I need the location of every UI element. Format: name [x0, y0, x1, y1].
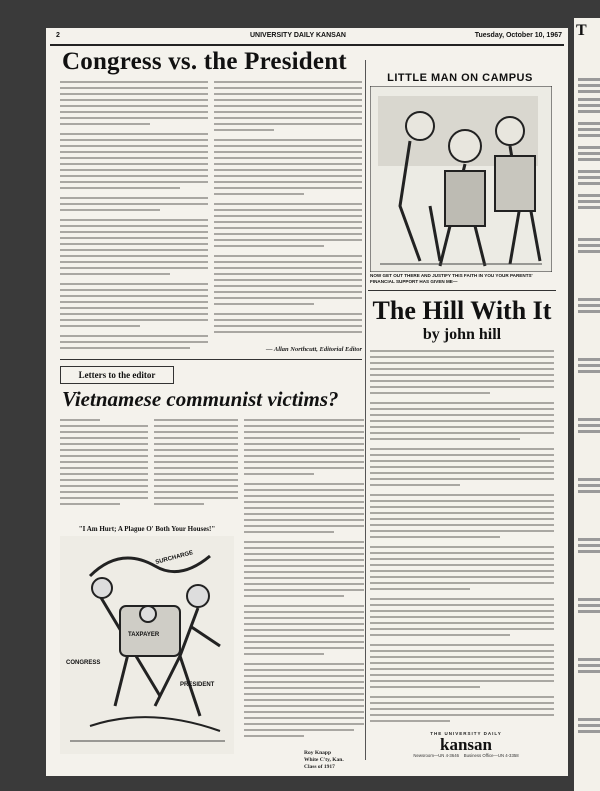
letter-text-col2	[154, 419, 238, 515]
section-divider	[60, 359, 362, 360]
editorial-byline: — Allan Northcutt, Editorial Editor	[265, 346, 362, 353]
cartoon-label-congress: CONGRESS	[66, 660, 101, 666]
cartoon-label-president: PRESIDENT	[180, 682, 215, 688]
comic-divider	[368, 290, 556, 291]
adjacent-page	[574, 18, 600, 791]
column-byline: by john hill	[422, 326, 502, 343]
signature-class: Class of 1917	[304, 764, 335, 770]
comic-title: LITTLE MAN ON CAMPUS	[387, 72, 533, 84]
column-text	[370, 350, 554, 726]
editorial-headline: Congress vs. the President	[62, 48, 347, 75]
letters-headline: Vietnamese communist victims?	[62, 387, 339, 411]
page-number: 2	[56, 32, 60, 39]
adjacent-page-headline: T	[576, 22, 587, 39]
newspaper-page	[46, 28, 568, 776]
masthead-label: THE UNIVERSITY DAILY	[430, 731, 502, 736]
newsroom-phone: Newsroom—UN 4-3646	[413, 753, 459, 758]
cartoon-label-taxpayer: TAXPAYER	[128, 632, 160, 638]
editorial-cartoon	[60, 536, 234, 754]
letter-signature	[304, 750, 364, 771]
comic-caption: NOW GET OUT THERE AND JUSTIFY THIS FAITH IN YOU YOUR PARENTS' FINANCIAL SUPPORT HAS GIVEN ME—	[370, 273, 533, 284]
business-phone: Business Office—UN 4-3358	[463, 753, 519, 758]
paper-name: UNIVERSITY DAILY KANSAN	[250, 32, 346, 39]
editorial-text-left	[60, 81, 208, 351]
editorial-text-right	[214, 81, 362, 343]
signature-name: Roy Knapp	[304, 750, 332, 756]
comic-panel	[370, 86, 552, 272]
issue-date: Tuesday, October 10, 1967	[474, 32, 562, 39]
cartoon-caption: "I Am Hurt; A Plague O' Both Your Houses!"	[78, 525, 216, 533]
cartoon-label-surcharge: SURCHARGE	[154, 550, 194, 566]
letter-text-col1	[60, 419, 148, 515]
kansan-masthead	[381, 731, 551, 775]
letter-text-col4	[304, 656, 364, 746]
signature-school: White C'ty, Kan.	[304, 757, 344, 763]
page-header	[50, 32, 564, 46]
column-divider	[365, 60, 366, 760]
masthead-fineprint	[381, 773, 551, 775]
letters-section-label: Letters to the editor	[60, 366, 174, 384]
masthead-name: kansan	[440, 735, 492, 754]
column-headline: The Hill With It	[372, 296, 552, 325]
